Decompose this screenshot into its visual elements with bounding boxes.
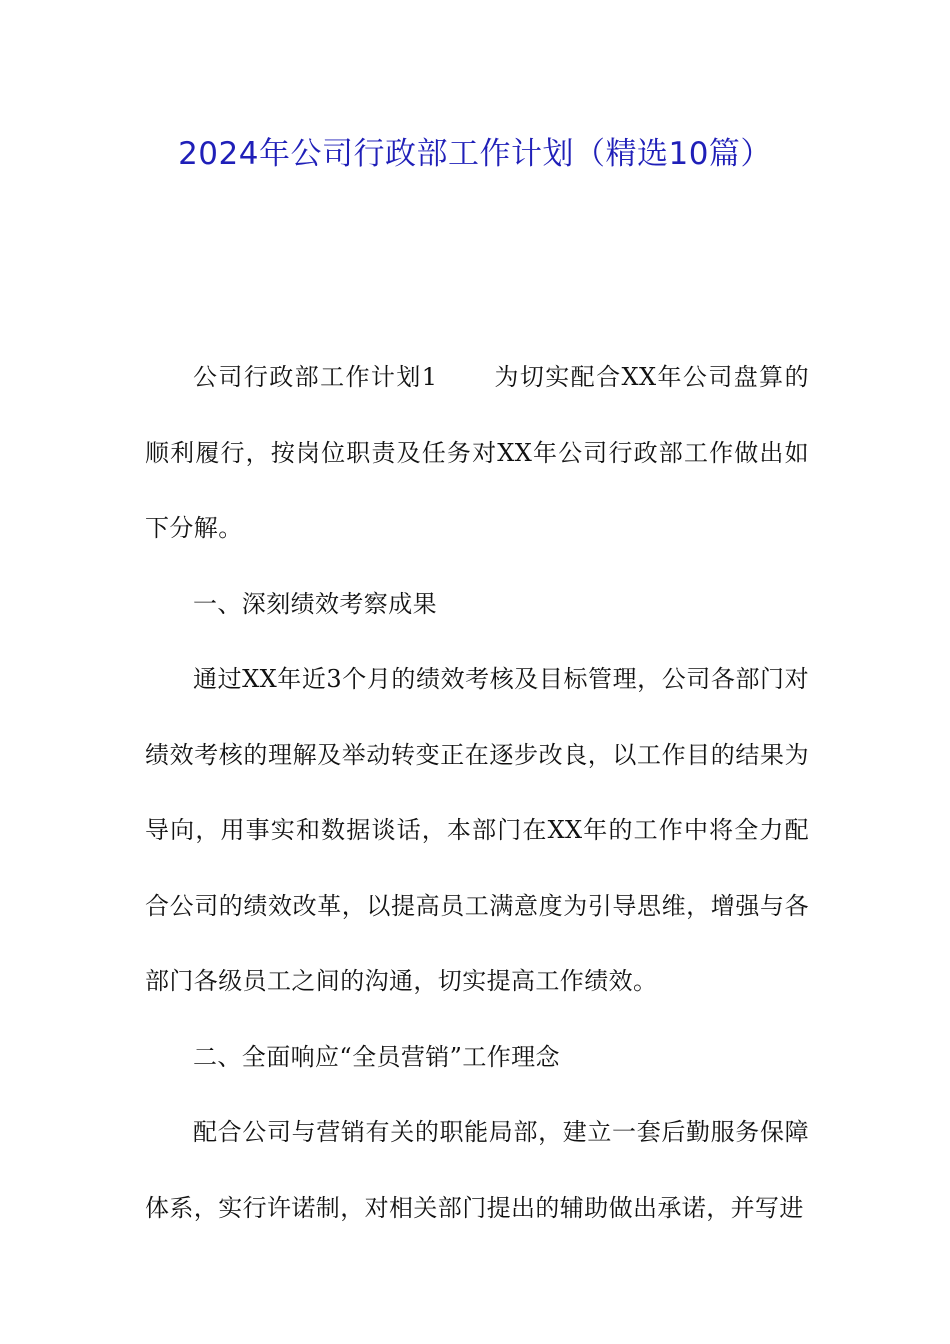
- intro-paragraph: [145, 340, 809, 567]
- section-2-paragraph: 配合公司与营销有关的职能局部，建立一套后勤服务保障体系，实行许诺制，对相关部门提出的辅助做出承诺，并写进: [145, 1118, 809, 1222]
- section-1-heading: 一、深刻绩效考察成果: [193, 589, 437, 618]
- intro-label: 公司行政部工作计划1: [193, 363, 438, 391]
- intro-text: 为切实配合XX年公司盘算的顺利履行，按岗位职责及任务对XX年公司行政部工作做出如下分解。: [145, 363, 809, 542]
- section-1-paragraph: 通过XX年近3个月的绩效考核及目标管理，公司各部门对绩效考核的理解及举动转变正在逐步改良，以工作目的结果为导向，用事实和数据谈话，本部门在XX年的工作中将全力配合公司的绩效改革，以提高员工满意度为引导思维，增强与各部门各级员工之间的沟通，切实提高工作绩效。: [145, 665, 809, 995]
- document-body: [145, 340, 809, 1246]
- document-title: 2024年公司行政部工作计划（精选10篇）: [178, 136, 772, 172]
- section-2-heading: 二、全面响应“全员营销”工作理念: [193, 1042, 560, 1071]
